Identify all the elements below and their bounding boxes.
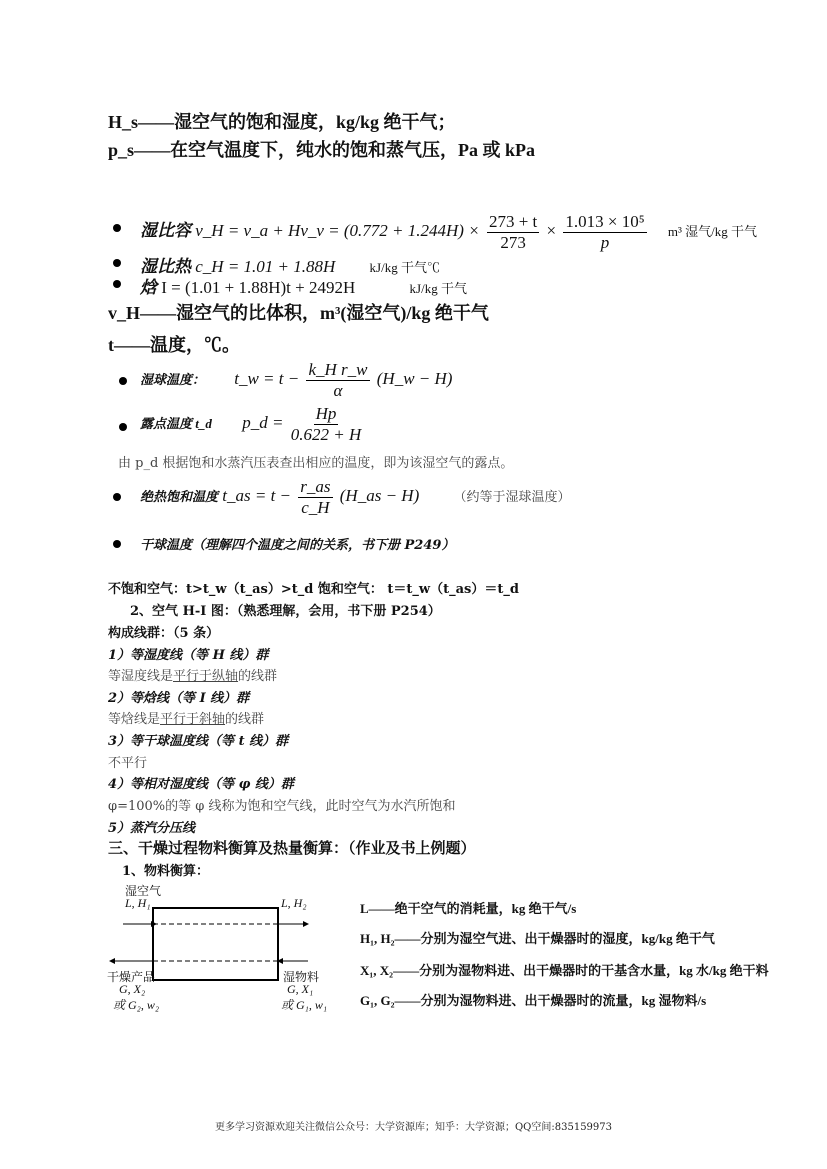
legend-item: G₁, G₂——分别为湿物料进、出干燥器时的流量，kg 湿物料/s xyxy=(360,993,707,1008)
bullet-icon xyxy=(119,423,127,431)
material-balance-heading: 1、物料衡算： xyxy=(122,864,210,879)
product-label: 干燥产品 xyxy=(107,970,156,984)
line-group-title: 4）等相对湿度线（等 φ 线）群 xyxy=(108,777,294,792)
frac2-den: p xyxy=(600,232,610,252)
bullet-icon xyxy=(113,493,121,501)
line-group-desc: φ=100%的等 φ 线称为饱和空气线，此时空气为水汽所饱和 xyxy=(108,799,456,814)
dew-point-num: Hp xyxy=(315,404,337,423)
def-temperature: t——温度，℃。 xyxy=(108,335,240,355)
bullet-icon xyxy=(113,259,121,267)
dew-point-lhs: p_d = xyxy=(242,412,284,432)
humid-heat-formula: c_H = 1.01 + 1.88H xyxy=(195,257,336,276)
section-3-heading: 三、干燥过程物料衡算及热量衡算：（作业及书上例题） xyxy=(108,839,476,857)
air-in-values: L, H₁ xyxy=(125,896,151,910)
hi-chart-heading: 2、空气 H-I 图：（熟悉理解，会用，书下册 P254） xyxy=(130,604,441,619)
line-group-title: 5）蒸汽分压线 xyxy=(108,821,196,836)
product-alt-values: 或 G₂, w₂ xyxy=(113,998,160,1012)
line-group-title: 1）等湿度线（等 H 线）群 xyxy=(108,648,269,663)
dew-point-line xyxy=(140,404,364,444)
enthalpy-unit: kJ/kg 干气 xyxy=(409,281,467,296)
wet-bulb-lhs: t_w = t − xyxy=(234,368,300,388)
legend-item: X₁, X₂——分别为湿物料进、出干燥器时的干基含水量，kg 水/kg 绝干料 xyxy=(360,963,769,978)
line-group-desc xyxy=(108,665,277,684)
legend-item: H₁, H₂——分别为湿空气进、出干燥器时的湿度，kg/kg 绝干气 xyxy=(360,931,715,946)
times: × xyxy=(546,220,557,240)
dew-point-den: 0.622 + H xyxy=(290,424,362,444)
desc-underlined: 平行于纵轴 xyxy=(173,669,239,684)
wet-bulb-label: 湿球温度： xyxy=(140,371,206,387)
enthalpy-line xyxy=(140,273,467,298)
bullet-icon xyxy=(113,280,121,288)
bullet-icon xyxy=(113,540,121,548)
legend-item: L——绝干空气的消耗量，kg 绝干气/s xyxy=(360,901,577,916)
product-values: G, X₂ xyxy=(119,982,146,996)
line-group-desc xyxy=(108,708,264,727)
line-group-title: 3）等干球温度线（等 t 线）群 xyxy=(108,734,289,749)
enthalpy-label: 焓 xyxy=(140,278,157,297)
footer-note: 更多学习资源欢迎关注微信公众号：大学资源库；知乎：大学资源；QQ空间:835159973 xyxy=(214,1122,613,1133)
humid-heat-label: 湿比热 xyxy=(140,257,191,276)
lines-heading: 构成线群：（5 条） xyxy=(108,626,220,641)
humid-volume-line xyxy=(140,212,757,252)
air-in-label: 湿空气 xyxy=(125,884,162,898)
adiabatic-rhs: (H_as − H) xyxy=(339,485,420,505)
desc-text: 的线群 xyxy=(225,712,265,727)
adiabatic-den: c_H xyxy=(301,497,330,517)
wet-material-alt-values: 或 G₁, w₁ xyxy=(281,998,328,1012)
def-specific-volume: v_H——湿空气的比体积，m³(湿空气)/kg 绝干气 xyxy=(108,303,489,323)
dryer-diagram xyxy=(105,880,769,1015)
def-saturation-humidity: H_s——湿空气的饱和湿度，kg/kg 绝干气； xyxy=(108,112,456,132)
dew-point-label: 露点温度 t_d xyxy=(140,415,212,431)
adiabatic-line xyxy=(140,477,571,517)
dew-point-note: 由 p_d 根据饱和水蒸汽压表查出相应的温度，即为该湿空气的露点。 xyxy=(118,456,514,471)
bullet-icon xyxy=(113,224,121,232)
humid-volume-formula: v_H = v_a + Hv_v = (0.772 + 1.244H) × xyxy=(195,220,480,240)
wet-material-values: G, X₁ xyxy=(287,982,314,996)
def-saturation-pressure: p_s——在空气温度下，纯水的饱和蒸气压，Pa 或 kPa xyxy=(108,140,536,160)
bullet-icon xyxy=(119,377,127,385)
enthalpy-formula: I = (1.01 + 1.88H)t + 2492H xyxy=(161,278,356,297)
frac2-num: 1.013 × 10⁵ xyxy=(565,212,645,231)
wet-bulb-den: α xyxy=(333,380,343,400)
wet-bulb-rhs: (H_w − H) xyxy=(376,368,453,388)
wet-material-label: 湿物料 xyxy=(283,970,320,984)
adiabatic-note: （约等于湿球温度） xyxy=(453,488,571,504)
adiabatic-label: 绝热饱和温度 xyxy=(140,488,219,504)
humid-volume-unit: m³ 湿气/kg 干气 xyxy=(667,223,757,239)
desc-underlined: 平行于斜轴 xyxy=(160,712,226,727)
line-group-desc: 不平行 xyxy=(108,756,148,771)
dryer-box xyxy=(153,908,278,980)
temperature-relation: 不饱和空气：t>t_w（t_as）>t_d 饱和空气： t＝t_w（t_as）＝t_d xyxy=(108,582,519,597)
humid-heat-unit: kJ/kg 干气℃ xyxy=(369,260,440,275)
line-group-title: 2）等焓线（等 I 线）群 xyxy=(108,691,250,706)
wet-bulb-num: k_H r_w xyxy=(308,360,368,379)
humid-volume-label: 湿比容 xyxy=(140,220,191,240)
desc-text: 等湿度线是 xyxy=(108,669,174,684)
air-out-values: L, H₂ xyxy=(281,896,307,910)
dry-bulb-label: 干球温度（理解四个温度之间的关系，书下册 P249） xyxy=(140,538,455,553)
frac1-num: 273 + t xyxy=(488,212,538,231)
wet-bulb-line xyxy=(140,360,452,400)
desc-text: 等焓线是 xyxy=(108,712,161,727)
adiabatic-num: r_as xyxy=(300,477,331,496)
frac1-den: 273 xyxy=(500,232,526,252)
desc-text: 的线群 xyxy=(238,669,278,684)
adiabatic-lhs: t_as = t − xyxy=(222,485,292,505)
